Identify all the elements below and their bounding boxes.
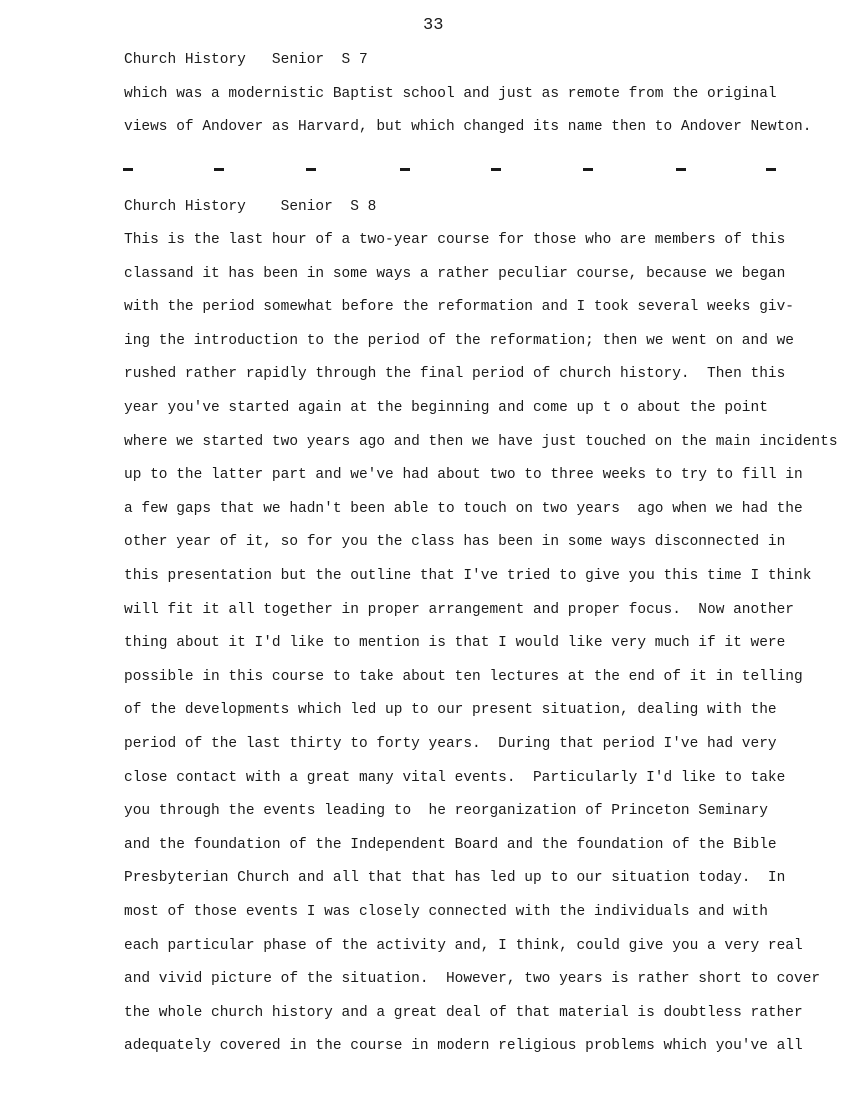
section-7-line: views of Andover as Harvard, but which changed its name then to Andover Newton. bbox=[124, 119, 812, 135]
section-8-line: adequately covered in the course in modern religious problems which you've all bbox=[124, 1038, 803, 1054]
section-8-line: year you've started again at the beginning and come up t o about the point bbox=[124, 400, 768, 416]
section-8-line: up to the latter part and we've had about two to three weeks to try to fill in bbox=[124, 467, 803, 483]
section-8-line: Presbyterian Church and all that that has led up to our situation today. In bbox=[124, 870, 786, 886]
separator-dash bbox=[400, 168, 410, 171]
section-8-line: possible in this course to take about ten lectures at the end of it in telling bbox=[124, 669, 803, 685]
section-8-line: close contact with a great many vital events. Particularly I'd like to take bbox=[124, 770, 786, 786]
section-8-line: rushed rather rapidly through the final period of church history. Then this bbox=[124, 366, 786, 382]
page-number: 33 bbox=[423, 16, 444, 35]
section-8-line: of the developments which led up to our present situation, dealing with the bbox=[124, 702, 777, 718]
section-8-line: each particular phase of the activity and, I think, could give you a very real bbox=[124, 938, 803, 954]
section-8-line: this presentation but the outline that I've tried to give you this time I think bbox=[124, 568, 812, 584]
section-8-line: a few gaps that we hadn't been able to touch on two years ago when we had the bbox=[124, 501, 803, 517]
separator-dash bbox=[766, 168, 776, 171]
section-8-line: will fit it all together in proper arrangement and proper focus. Now another bbox=[124, 602, 795, 618]
section-8-line: and the foundation of the Independent Board and the foundation of the Bible bbox=[124, 837, 777, 853]
separator-dash bbox=[214, 168, 224, 171]
separator-dash bbox=[583, 168, 593, 171]
section-8-line: period of the last thirty to forty years. During that period I've had very bbox=[124, 736, 777, 752]
separator-dash bbox=[676, 168, 686, 171]
section-8-line: classand it has been in some ways a rather peculiar course, because we began bbox=[124, 266, 786, 282]
section-7-line: which was a modernistic Baptist school and just as remote from the original bbox=[124, 86, 777, 102]
section-7-header: Church History Senior S 7 bbox=[124, 52, 368, 68]
separator-dash bbox=[306, 168, 316, 171]
section-8-line: and vivid picture of the situation. However, two years is rather short to cover bbox=[124, 971, 821, 987]
section-8-line: the whole church history and a great deal of that material is doubtless rather bbox=[124, 1005, 803, 1021]
section-8-line: ing the introduction to the period of the reformation; then we went on and we bbox=[124, 333, 795, 349]
separator-dash bbox=[123, 168, 133, 171]
section-8-line: thing about it I'd like to mention is that I would like very much if it were bbox=[124, 635, 786, 651]
section-8-line: other year of it, so for you the class has been in some ways disconnected in bbox=[124, 534, 786, 550]
section-8-line: This is the last hour of a two-year course for those who are members of this bbox=[124, 232, 786, 248]
section-8-line: you through the events leading to he reorganization of Princeton Seminary bbox=[124, 803, 768, 819]
section-8-line: most of those events I was closely connected with the individuals and with bbox=[124, 904, 768, 920]
section-8-line: with the period somewhat before the reformation and I took several weeks giv- bbox=[124, 299, 795, 315]
section-8-header: Church History Senior S 8 bbox=[124, 199, 377, 215]
section-8-line: where we started two years ago and then we have just touched on the main incidents bbox=[124, 434, 838, 450]
separator-dash bbox=[491, 168, 501, 171]
